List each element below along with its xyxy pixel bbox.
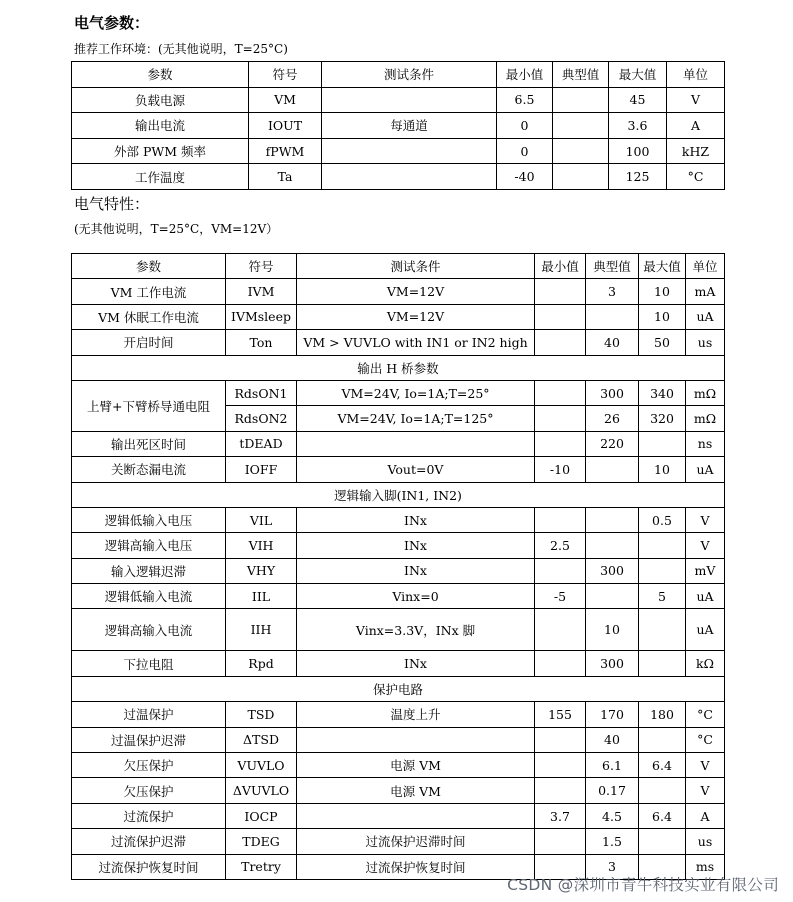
table-row xyxy=(72,431,725,456)
table-row xyxy=(72,702,725,727)
table-cell: V xyxy=(686,533,725,558)
table-cell: 300 xyxy=(586,380,639,405)
table-cell xyxy=(297,431,535,456)
table-cell: 10 xyxy=(639,279,686,304)
table-cell: 符号 xyxy=(249,62,322,88)
table-cell: INx xyxy=(297,651,535,676)
table-cell: kΩ xyxy=(686,651,725,676)
table-cell xyxy=(639,431,686,456)
table-row xyxy=(72,651,725,676)
table-cell: V xyxy=(686,778,725,803)
table-cell: Ta xyxy=(249,164,322,190)
table-cell: 电源 VM xyxy=(297,778,535,803)
table-cell: IIL xyxy=(226,584,297,609)
table-cell: VIL xyxy=(226,507,297,532)
table-cell: mV xyxy=(686,558,725,583)
table-cell: RdsON2 xyxy=(226,406,297,431)
table-cell: 过流保护恢复时间 xyxy=(72,854,226,879)
table-cell: -10 xyxy=(535,457,586,482)
table-cell xyxy=(639,558,686,583)
section-heading: 保护电路 xyxy=(72,676,725,701)
table-cell: VM 休眠工作电流 xyxy=(72,304,226,329)
table-cell: -40 xyxy=(497,164,553,190)
table-cell xyxy=(535,558,586,583)
table-cell: VM=12V xyxy=(297,279,535,304)
table-cell: °C xyxy=(686,727,725,752)
table-cell: 10 xyxy=(586,609,639,651)
table-cell xyxy=(553,113,609,139)
table-cell xyxy=(586,584,639,609)
table-cell: 工作温度 xyxy=(72,164,249,190)
table-cell: 2.5 xyxy=(535,533,586,558)
table-cell: 参数 xyxy=(72,62,249,88)
table-cell: INx xyxy=(297,533,535,558)
table-cell xyxy=(639,727,686,752)
table-cell: VM > VUVLO with IN1 or IN2 high xyxy=(297,330,535,355)
table-cell: 过温保护 xyxy=(72,702,226,727)
table-cell: VM 工作电流 xyxy=(72,279,226,304)
table-cell: 45 xyxy=(609,87,667,113)
table-cell: 单位 xyxy=(686,254,725,279)
recommended-operating-table xyxy=(71,61,725,190)
section-heading: 输出 H 桥参数 xyxy=(72,355,725,380)
table-cell: V xyxy=(686,507,725,532)
table-row xyxy=(72,330,725,355)
table-cell: 6.4 xyxy=(639,803,686,828)
table-cell: 最小值 xyxy=(497,62,553,88)
table-row xyxy=(72,584,725,609)
table-cell xyxy=(586,533,639,558)
table-cell: 过流保护恢复时间 xyxy=(297,854,535,879)
table-cell xyxy=(535,507,586,532)
table-cell: 6.1 xyxy=(586,753,639,778)
table-cell: uA xyxy=(686,304,725,329)
test-conditions-note: (无其他说明，T=25°C，VM=12V） xyxy=(74,222,279,236)
table-cell xyxy=(322,164,497,190)
table-cell: tDEAD xyxy=(226,431,297,456)
table-cell xyxy=(553,87,609,113)
table-cell: mΩ xyxy=(686,406,725,431)
table-row xyxy=(72,304,725,329)
table-cell: kHZ xyxy=(667,138,725,164)
table-cell: 温度上升 xyxy=(297,702,535,727)
table-cell: TDEG xyxy=(226,829,297,854)
table-cell: 过流保护迟滞时间 xyxy=(297,829,535,854)
table-cell xyxy=(535,651,586,676)
table-cell: 输出电流 xyxy=(72,113,249,139)
table-cell xyxy=(586,457,639,482)
table-cell: IOUT xyxy=(249,113,322,139)
table-cell: 100 xyxy=(609,138,667,164)
table-cell: 逻辑高输入电压 xyxy=(72,533,226,558)
table-cell: 3.7 xyxy=(535,803,586,828)
table-cell: ms xyxy=(686,854,725,879)
table-cell xyxy=(639,533,686,558)
table-cell: 50 xyxy=(639,330,686,355)
table-cell: 10 xyxy=(639,304,686,329)
table-row xyxy=(72,727,725,752)
table-cell xyxy=(297,727,535,752)
table-cell xyxy=(535,609,586,651)
table-cell: 340 xyxy=(639,380,686,405)
table-cell: uA xyxy=(686,457,725,482)
table-cell: 参数 xyxy=(72,254,226,279)
table-cell: IOCP xyxy=(226,803,297,828)
table-cell: fPWM xyxy=(249,138,322,164)
table-cell: V xyxy=(686,753,725,778)
table-cell: Ton xyxy=(226,330,297,355)
table-cell: 3 xyxy=(586,279,639,304)
table-cell xyxy=(586,304,639,329)
table-cell: 典型值 xyxy=(586,254,639,279)
table-cell: 0.17 xyxy=(586,778,639,803)
section-title-electrical-params: 电气参数： xyxy=(74,14,150,32)
table-cell: Vinx=0 xyxy=(297,584,535,609)
table-cell: °C xyxy=(686,702,725,727)
table-cell xyxy=(586,507,639,532)
table-row xyxy=(72,829,725,854)
table-cell xyxy=(535,829,586,854)
table-cell: 过流保护 xyxy=(72,803,226,828)
table-cell xyxy=(535,330,586,355)
table-row xyxy=(72,507,725,532)
table-row xyxy=(72,87,725,113)
electrical-characteristics-table xyxy=(71,253,725,880)
table-cell: 1.5 xyxy=(586,829,639,854)
table-row xyxy=(72,803,725,828)
table-cell: 220 xyxy=(586,431,639,456)
table-cell: 关断态漏电流 xyxy=(72,457,226,482)
table-cell: 下拉电阻 xyxy=(72,651,226,676)
table-cell: IVM xyxy=(226,279,297,304)
table-cell: mΩ xyxy=(686,380,725,405)
section-row xyxy=(72,482,725,507)
table-cell: 典型值 xyxy=(553,62,609,88)
table-cell: us xyxy=(686,330,725,355)
table-cell xyxy=(535,406,586,431)
table-cell: A xyxy=(686,803,725,828)
table-cell: 输出死区时间 xyxy=(72,431,226,456)
table-cell: IIH xyxy=(226,609,297,651)
table-cell: RdsON1 xyxy=(226,380,297,405)
table-cell: 5 xyxy=(639,584,686,609)
table-cell: 逻辑低输入电压 xyxy=(72,507,226,532)
table-cell: 3 xyxy=(586,854,639,879)
table-cell: VM=24V, Io=1A;T=125° xyxy=(297,406,535,431)
table-cell xyxy=(639,829,686,854)
table-cell: VM=12V xyxy=(297,304,535,329)
table-cell xyxy=(535,778,586,803)
table-cell xyxy=(535,279,586,304)
table-cell: 300 xyxy=(586,558,639,583)
table-cell: 0 xyxy=(497,113,553,139)
table-cell: uA xyxy=(686,584,725,609)
table-cell: 6.5 xyxy=(497,87,553,113)
table-cell: 单位 xyxy=(667,62,725,88)
table-cell: 符号 xyxy=(226,254,297,279)
table-cell: TSD xyxy=(226,702,297,727)
table-cell: Vinx=3.3V，INx 脚 xyxy=(297,609,535,651)
table-row xyxy=(72,609,725,651)
table-cell: VM=24V, Io=1A;T=25° xyxy=(297,380,535,405)
table-cell: 6.4 xyxy=(639,753,686,778)
table-cell xyxy=(639,651,686,676)
table-cell: °C xyxy=(667,164,725,190)
table-cell xyxy=(639,778,686,803)
table-cell: 开启时间 xyxy=(72,330,226,355)
table-row xyxy=(72,778,725,803)
watermark: CSDN @深圳市青牛科技实业有限公司 xyxy=(507,876,779,894)
table-cell: INx xyxy=(297,558,535,583)
table-row xyxy=(72,380,725,405)
table-cell xyxy=(639,609,686,651)
table-cell: INx xyxy=(297,507,535,532)
table-cell: 40 xyxy=(586,727,639,752)
table-cell: 上臂+下臂桥导通电阻 xyxy=(72,380,226,431)
table-cell: Rpd xyxy=(226,651,297,676)
table-cell: uA xyxy=(686,609,725,651)
table-cell: A xyxy=(667,113,725,139)
table-cell: 负载电源 xyxy=(72,87,249,113)
table-cell: 欠压保护 xyxy=(72,778,226,803)
table-cell: Tretry xyxy=(226,854,297,879)
section-title-electrical-characteristics: 电气特性： xyxy=(74,195,150,213)
table-row xyxy=(72,113,725,139)
table-cell: 最大值 xyxy=(639,254,686,279)
table-row xyxy=(72,753,725,778)
table-cell: 170 xyxy=(586,702,639,727)
table-row xyxy=(72,279,725,304)
table-cell: 逻辑高输入电流 xyxy=(72,609,226,651)
table-cell: mA xyxy=(686,279,725,304)
table-cell xyxy=(535,431,586,456)
header-row xyxy=(72,62,725,88)
table-cell: 过温保护迟滞 xyxy=(72,727,226,752)
table-cell xyxy=(553,164,609,190)
table-cell: 155 xyxy=(535,702,586,727)
header-row xyxy=(72,254,725,279)
table-cell: 每通道 xyxy=(322,113,497,139)
table-cell: ΔTSD xyxy=(226,727,297,752)
table-cell: 外部 PWM 频率 xyxy=(72,138,249,164)
table-cell: V xyxy=(667,87,725,113)
table-cell xyxy=(322,87,497,113)
table-cell: ΔVUVLO xyxy=(226,778,297,803)
table-cell: Vout=0V xyxy=(297,457,535,482)
table-cell: 3.6 xyxy=(609,113,667,139)
table-row xyxy=(72,138,725,164)
table-cell: 180 xyxy=(639,702,686,727)
table-cell: 测试条件 xyxy=(322,62,497,88)
table-cell: 逻辑低输入电流 xyxy=(72,584,226,609)
table-cell: 0.5 xyxy=(639,507,686,532)
table-cell: 300 xyxy=(586,651,639,676)
table-cell: 4.5 xyxy=(586,803,639,828)
table-cell: 最大值 xyxy=(609,62,667,88)
section-row xyxy=(72,355,725,380)
table-cell: us xyxy=(686,829,725,854)
table-cell: -5 xyxy=(535,584,586,609)
section-heading: 逻辑输入脚(IN1, IN2) xyxy=(72,482,725,507)
table-row xyxy=(72,558,725,583)
table-cell xyxy=(297,803,535,828)
table-cell: VHY xyxy=(226,558,297,583)
table-cell: 125 xyxy=(609,164,667,190)
table-cell xyxy=(535,304,586,329)
table-cell: 40 xyxy=(586,330,639,355)
table-cell: 320 xyxy=(639,406,686,431)
table-row xyxy=(72,457,725,482)
table-cell xyxy=(535,380,586,405)
table-cell: 欠压保护 xyxy=(72,753,226,778)
table-cell xyxy=(322,138,497,164)
table-cell: IOFF xyxy=(226,457,297,482)
table-cell: IVMsleep xyxy=(226,304,297,329)
table-row xyxy=(72,164,725,190)
table-cell xyxy=(553,138,609,164)
table-cell: 电源 VM xyxy=(297,753,535,778)
section-row xyxy=(72,676,725,701)
table-cell: 26 xyxy=(586,406,639,431)
table-cell: ns xyxy=(686,431,725,456)
table-cell: VM xyxy=(249,87,322,113)
table-cell: VIH xyxy=(226,533,297,558)
table-cell: 10 xyxy=(639,457,686,482)
table-cell: 输入逻辑迟滞 xyxy=(72,558,226,583)
table-cell: 测试条件 xyxy=(297,254,535,279)
table-row xyxy=(72,533,725,558)
table-cell: 最小值 xyxy=(535,254,586,279)
table-cell xyxy=(535,727,586,752)
table-cell: 0 xyxy=(497,138,553,164)
recommended-conditions-note: 推荐工作环境：(无其他说明，T=25°C) xyxy=(74,42,288,56)
table-cell xyxy=(535,753,586,778)
table-cell: VUVLO xyxy=(226,753,297,778)
table-cell: 过流保护迟滞 xyxy=(72,829,226,854)
